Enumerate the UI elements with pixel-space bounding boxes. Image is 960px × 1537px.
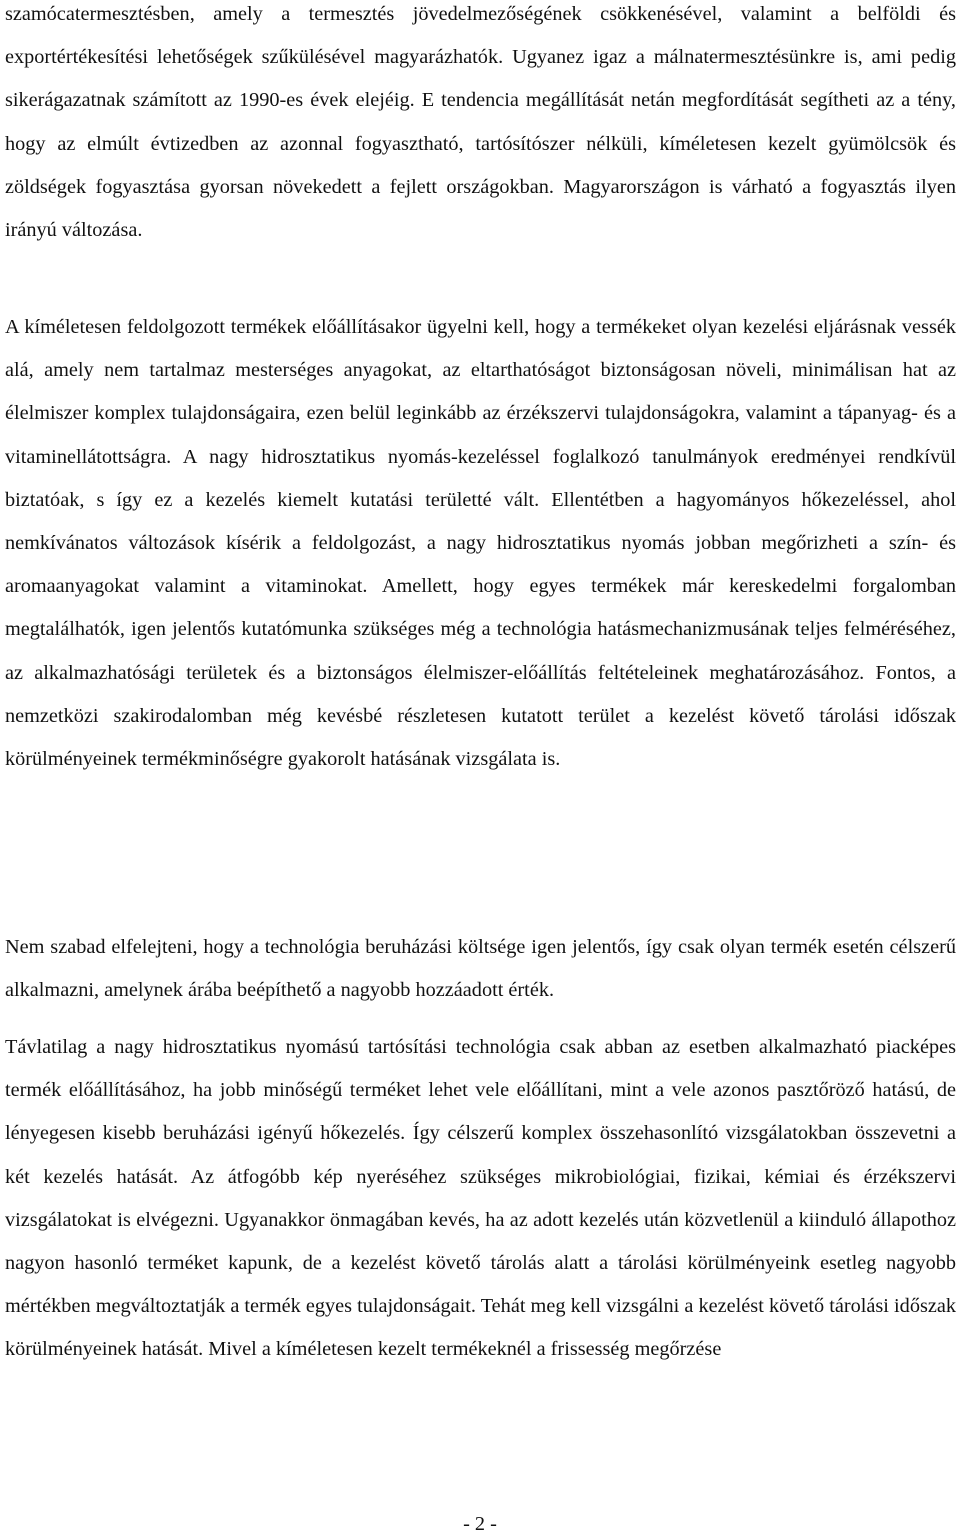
paragraph-2: A kíméletesen feldolgozott termékek előállításakor ügyelni kell, hogy a termékeket olyan kezelési eljárásnak vessék alá, amely nem tartalmaz mesterséges anyagokat, az eltarthatóságot biztonságosan növeli, minimálisan hat az élelmiszer komplex tulajdonságaira, ezen belül leginkább az érzékszervi tulajdonságokra, valamint a tápanyag- és a vitaminellátottságra. A nagy hidrosztatikus nyomás-kezeléssel foglalkozó tanulmányok eredményei rendkívül biztatóak, s így ez a kezelés kiemelt kutatási területté vált. Ellentétben a hagyományos hőkezeléssel, ahol nemkívánatos változások kísérik a feldolgozást, a nagy hidrosztatikus nyomás jobban megőrizheti a szín- és aromaanyagokat valamint a vitaminokat. Amellett, hogy egyes termékek már kereskedelmi forgalomban megtalálhatók, igen jelentős kutatómunka szükséges még a technológia hatásmechanizmusának teljes felméréséhez, az alkalmazhatósági területek és a biztonságos élelmiszer-előállítás feltételeinek meghatározásához. Fontos, a nemzetközi szakirodalomban még kevésbé részletesen kutatott terület a kezelést követő tárolási időszak körülményeinek termékminőségre gyakorolt hatásának vizsgálata is.	[5, 316, 956, 771]
paragraph-4: Távlatilag a nagy hidrosztatikus nyomású tartósítási technológia csak abban az esetben alkalmazható piacképes termék előállításához, ha jobb minőségű terméket lehet vele előállítani, mint a vele azonos pasztőröző hatású, de lényegesen kisebb beruházási igényű hőkezelés. Így célszerű komplex összehasonlító vizsgálatokban összevetni a két kezelés hatását. Az átfogóbb kép nyeréséhez szükséges mikrobiológiai, fizikai, kémiai és érzékszervi vizsgálatokat is elvégezni. Ugyanakkor önmagában kevés, ha az adott kezelés után közvetlenül a kiinduló állapothoz nagyon hasonló terméket kapunk, de a kezelést követő tárolás alatt a tárolási körülményeink esetleg nagyobb mértékben megváltoztatják a termék egyes tulajdonságait. Tehát meg kell vizsgálni a kezelést követő tárolási időszak körülményeinek hatását. Mivel a kíméletesen kezelt termékeknél a frissesség megőrzése	[5, 1036, 956, 1361]
paragraph-1: szamócatermesztésben, amely a termesztés jövedelmezőségének csökkenésével, valamint a belföldi és exportértékesítési lehetőségek szűkülésével magyarázhatók. Ugyanez igaz a málnatermesztésünkre is, ami pedig sikerágazatnak számított az 1990-es évek elejéig. E tendencia megállítását netán megfordítását segítheti az a tény, hogy az elmúlt évtizedben az azonnal fogyasztható, tartósítószer nélküli, kíméletesen kezelt gyümölcsök és zöldségek fogyasztása gyorsan növekedett a fejlett országokban. Magyarországon is várható a fogyasztás ilyen irányú változása.	[5, 3, 956, 242]
page-number: - 2 -	[463, 1513, 497, 1535]
paragraph-3: Nem szabad elfelejteni, hogy a technológia beruházási költsége igen jelentős, így csak olyan termék esetén célszerű alkalmazni, amelynek árába beépíthető a nagyobb hozzáadott érték.	[5, 936, 956, 1002]
